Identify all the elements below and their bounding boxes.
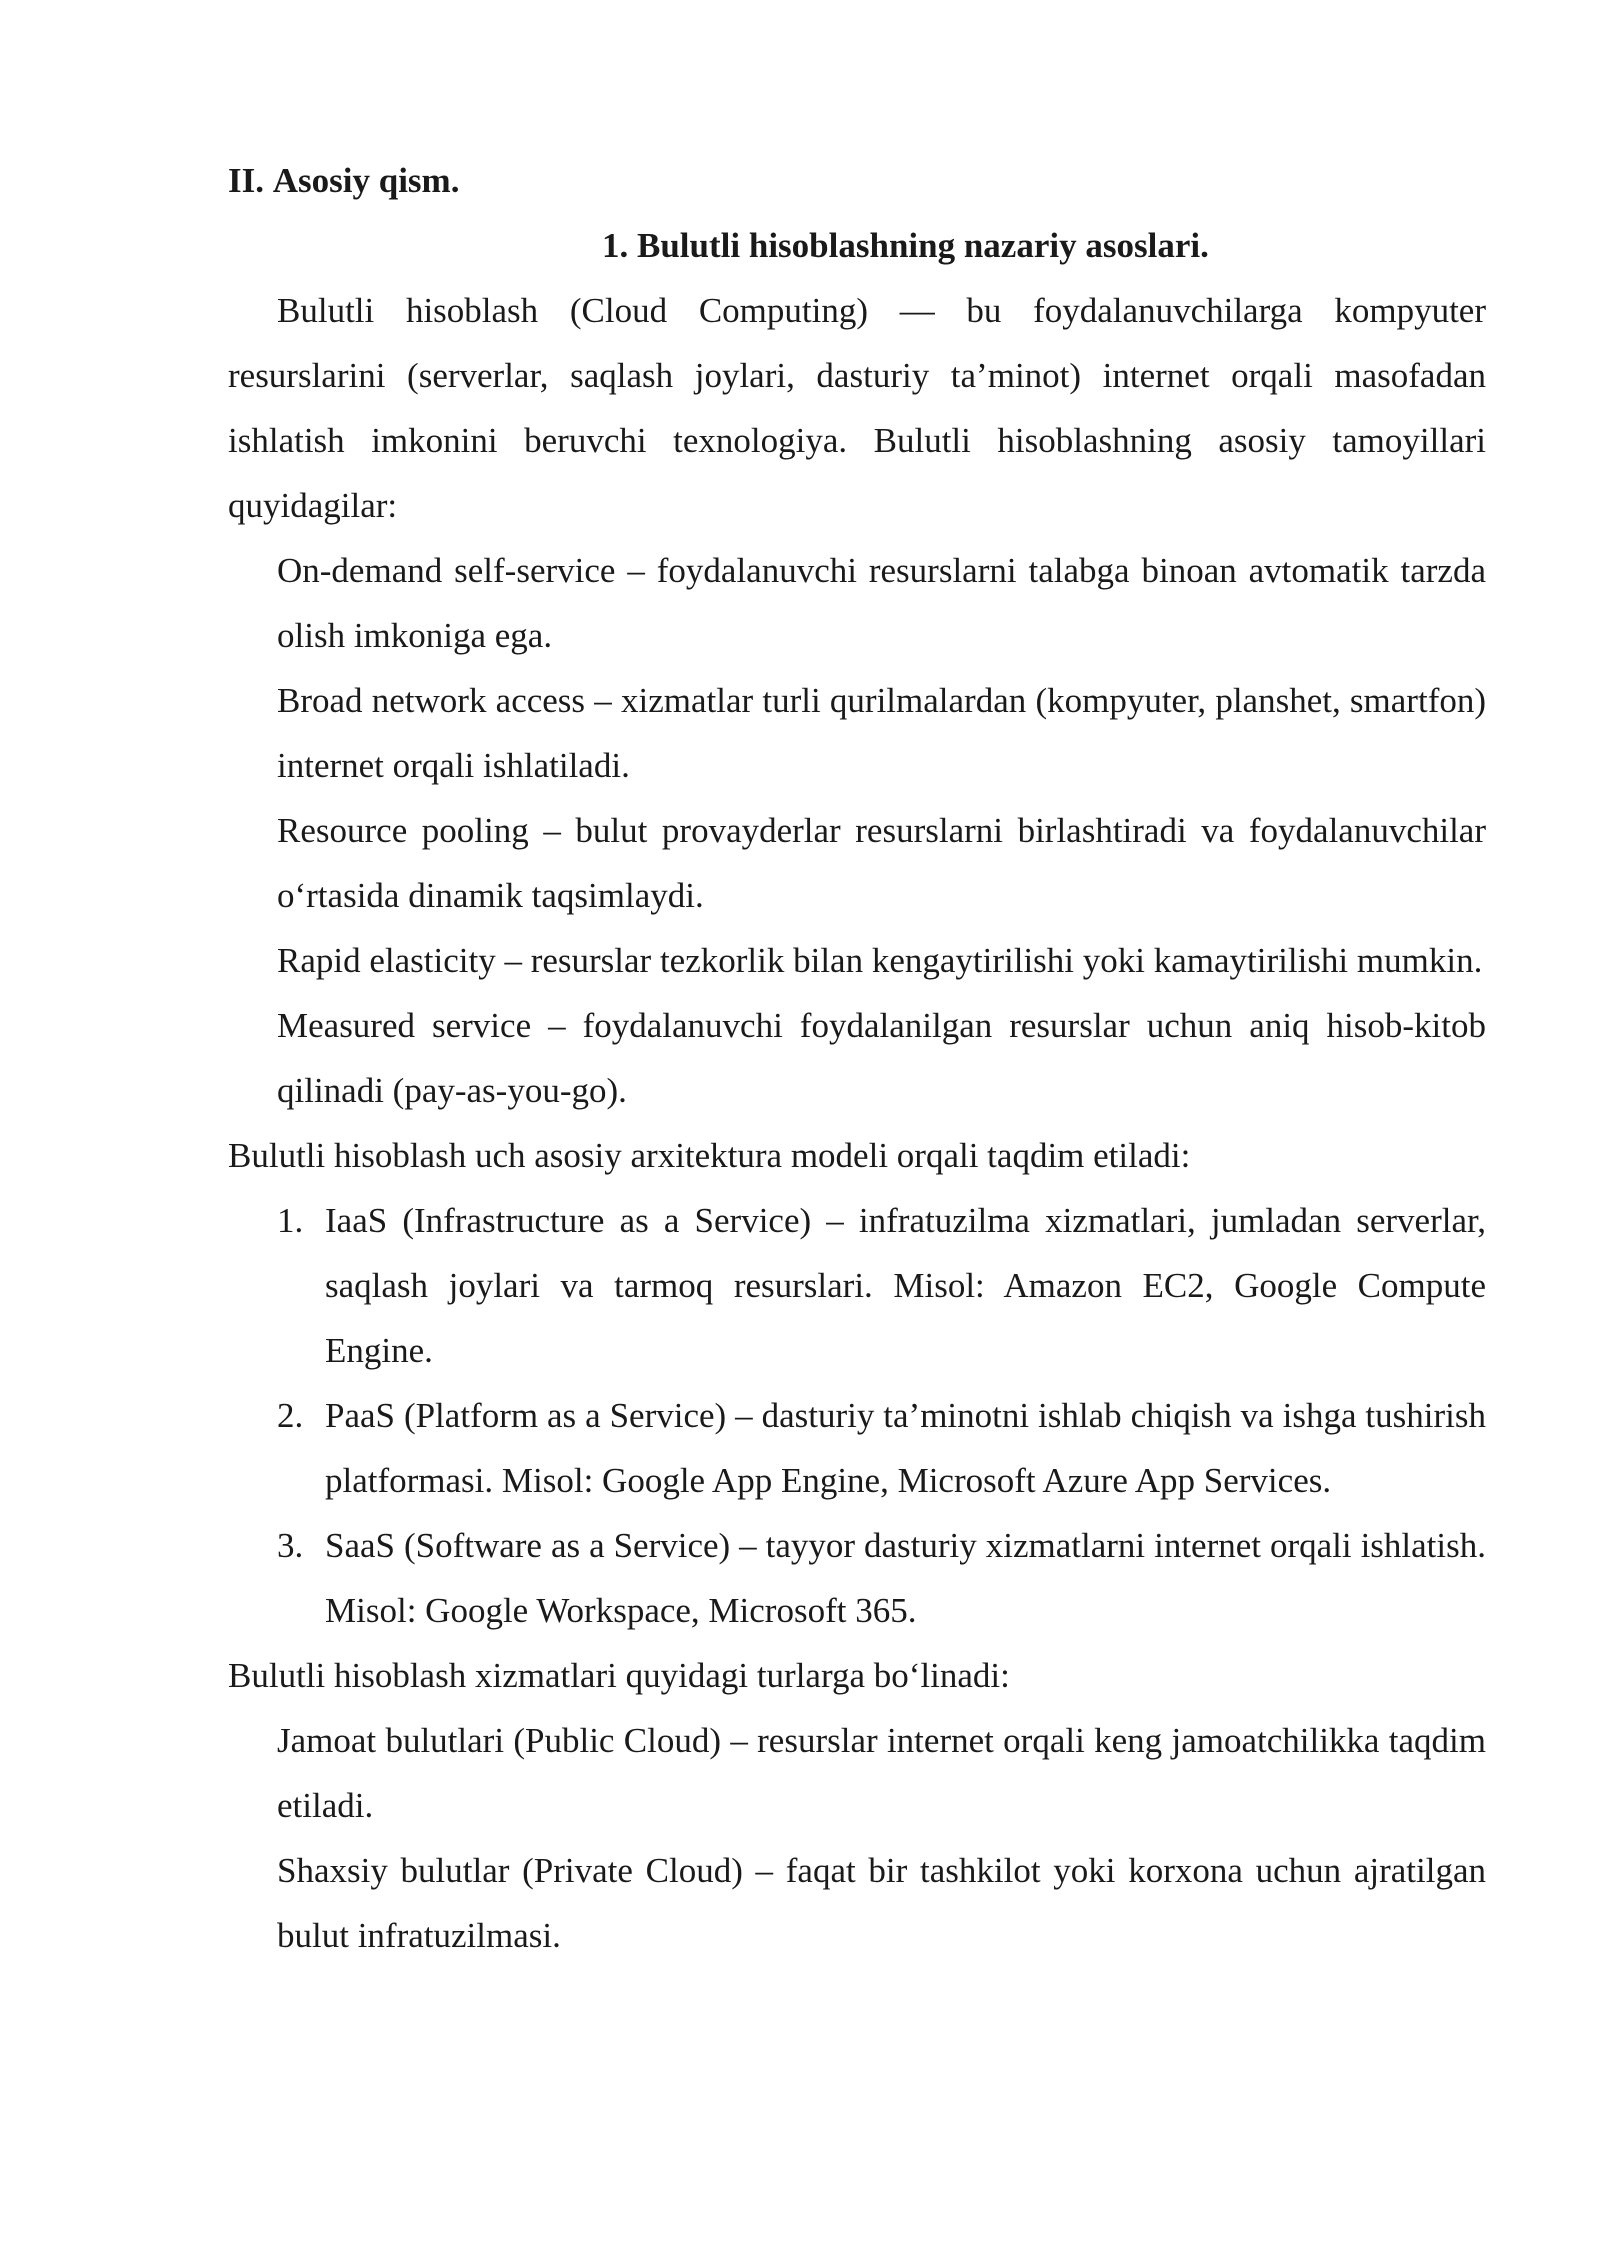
intro-paragraph: Bulutli hisoblash (Cloud Computing) — bu foydalanuvchilarga kompyuter resurslarini (serverlar, saqlash joylari, dasturiy ta’minot) internet orqali masofadan ishlatish imkonini beruvchi texnologiya. Bulutli hisoblashning asosiy tamoyillari quyidagilar: — [228, 291, 1486, 525]
types-list — [228, 1708, 1486, 1968]
type-item: Jamoat bulutlari (Public Cloud) – resurslar internet orqali keng jamoatchilikka taqdim etiladi. — [277, 1721, 1486, 1825]
principle-item: Resource pooling – bulut provayderlar resurslarni birlashtiradi va foydalanuvchilar o‘rtasida dinamik taqsimlaydi. — [277, 811, 1486, 915]
document-body — [228, 148, 1486, 1968]
principle-item: Broad network access – xizmatlar turli qurilmalardan (kompyuter, planshet, smartfon) internet orqali ishlatiladi. — [277, 681, 1486, 785]
principle-item: On-demand self-service – foydalanuvchi resurslarni talabga binoan avtomatik tarzda olish imkoniga ega. — [277, 551, 1486, 655]
subsection-heading: 1. Bulutli hisoblashning nazariy asoslari. — [602, 226, 1209, 265]
section-title: Asosiy qism. — [272, 161, 460, 200]
models-intro: Bulutli hisoblash uch asosiy arxitektura modeli orqali taqdim etiladi: — [228, 1136, 1191, 1175]
list-marker: 3. — [277, 1526, 304, 1565]
list-marker: 2. — [277, 1396, 304, 1435]
type-item: Shaxsiy bulutlar (Private Cloud) – faqat bir tashkilot yoki korxona uchun ajratilgan bulut infratuzilmasi. — [277, 1851, 1486, 1955]
models-list — [228, 1188, 1486, 1643]
principles-list — [228, 538, 1486, 1123]
principle-item: Rapid elasticity – resurslar tezkorlik bilan kengaytirilishi yoki kamaytirilishi mumkin. — [277, 941, 1483, 980]
model-item — [228, 1188, 1486, 1383]
model-text: SaaS (Software as a Service) – tayyor dasturiy xizmatlarni internet orqali ishlatish. Misol: Google Workspace, Microsoft 365. — [325, 1526, 1486, 1630]
section-number: II. — [228, 161, 264, 200]
model-text: IaaS (Infrastructure as a Service) – infratuzilma xizmatlari, jumladan serverlar, saqlash joylari va tarmoq resurslari. Misol: Amazon EC2, Google Compute Engine. — [325, 1201, 1486, 1370]
model-text: PaaS (Platform as a Service) – dasturiy ta’minotni ishlab chiqish va ishga tushirish platformasi. Misol: Google App Engine, Microsoft Azure App Services. — [325, 1396, 1486, 1500]
list-marker: 1. — [277, 1201, 304, 1240]
model-item — [228, 1513, 1486, 1643]
model-item — [228, 1383, 1486, 1513]
section-heading — [228, 148, 1486, 213]
types-intro: Bulutli hisoblash xizmatlari quyidagi turlarga bo‘linadi: — [228, 1656, 1010, 1695]
principle-item: Measured service – foydalanuvchi foydalanilgan resurslar uchun aniq hisob-kitob qilinadi (pay-as-you-go). — [277, 1006, 1486, 1110]
